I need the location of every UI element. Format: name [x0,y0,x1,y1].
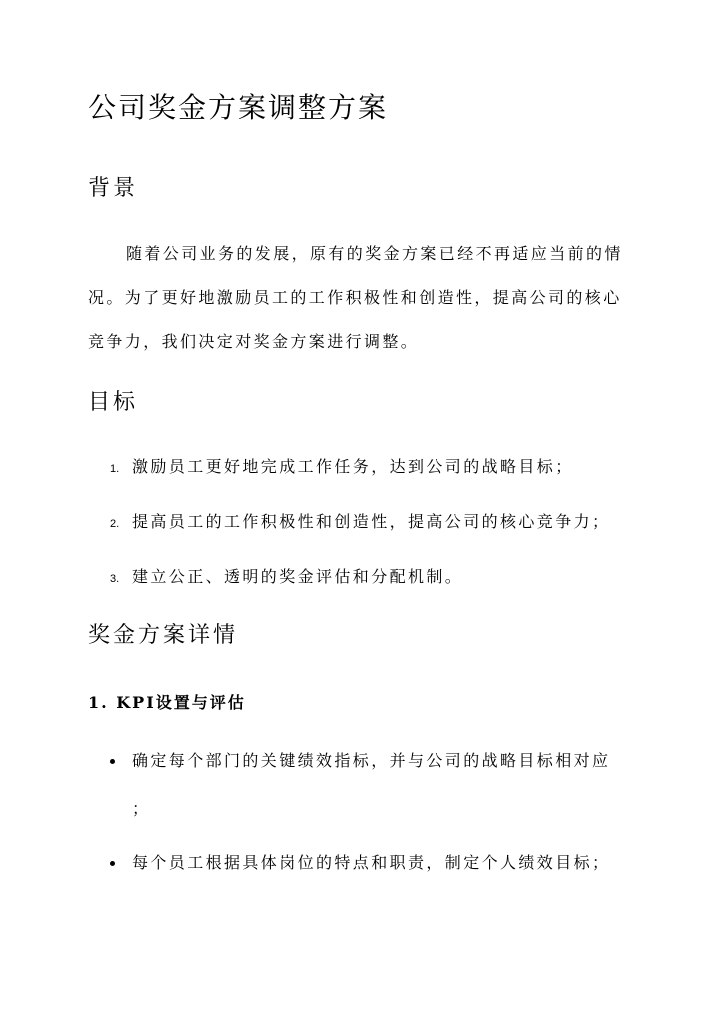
list-number: 1. [110,463,120,475]
kpi-bullet-item [110,850,610,876]
goal-list-item [110,564,463,592]
list-item-text: 提高员工的工作积极性和创造性，提高公司的核心竞争力； [132,512,611,531]
subsection-heading-kpi: 1. KPI设置与评估 [88,693,246,712]
document-title: 公司奖金方案调整方案 [88,91,389,124]
bullet-text: 每个员工根据具体岗位的特点和职责，制定个人绩效目标； [132,853,611,872]
background-paragraph [88,232,648,364]
paragraph-line: 竞争力，我们决定对奖金方案进行调整。 [88,332,420,351]
paragraph-line: 随着公司业务的发展，原有的奖金方案已经不再适应当前的情 [126,244,623,263]
list-item-text: 激励员工更好地完成工作任务，达到公司的战略目标； [132,457,574,476]
kpi-bullet-item [110,748,610,822]
list-item-text: 建立公正、透明的奖金评估和分配机制。 [132,567,464,586]
list-number: 2. [110,518,120,530]
bullet-icon [110,861,115,866]
section-heading-bonus-details: 奖金方案详情 [88,623,239,648]
paragraph-line: 况。为了更好地激励员工的工作积极性和创造性，提高公司的核心 [88,288,622,307]
list-number: 3. [110,573,120,585]
bullet-text-continuation: ； [132,799,151,818]
goal-list-item [110,509,610,537]
bullet-text: 确定每个部门的关键绩效指标，并与公司的战略目标相对应 [132,751,611,770]
section-heading-background: 背景 [88,176,139,201]
goal-list-item [110,454,574,482]
section-heading-goals: 目标 [88,390,139,415]
bullet-icon [110,759,115,764]
